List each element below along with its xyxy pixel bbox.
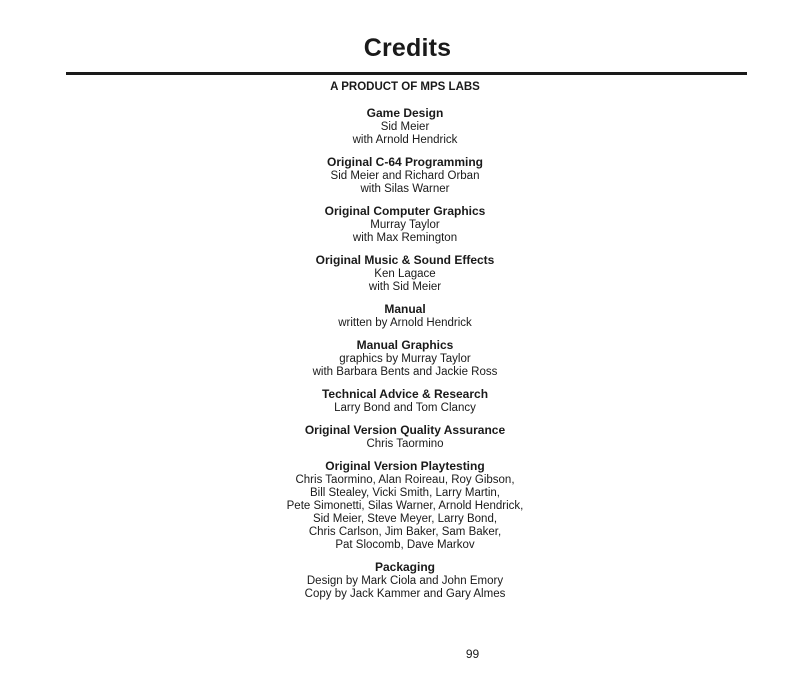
section-line: Chris Carlson, Jim Baker, Sam Baker, <box>308 526 502 538</box>
section-line: with Arnold Hendrick <box>352 134 458 146</box>
section-line: with Silas Warner <box>360 183 450 195</box>
section-line: Copy by Jack Kammer and Gary Almes <box>304 588 506 600</box>
credit-section-manual-graphics <box>205 337 605 379</box>
credit-section-packaging <box>205 559 605 601</box>
title-rule <box>66 72 747 75</box>
section-line: Chris Taormino, Alan Roireau, Roy Gibson, <box>295 474 515 486</box>
section-line: written by Arnold Hendrick <box>338 317 472 329</box>
section-line: Sid Meier, Steve Meyer, Larry Bond, <box>312 513 498 525</box>
section-heading: Packaging <box>374 560 436 574</box>
section-line: Murray Taylor <box>370 219 440 231</box>
section-line: Bill Stealey, Vicki Smith, Larry Martin, <box>309 487 501 499</box>
section-line: Chris Taormino <box>366 438 444 450</box>
section-line: Sid Meier <box>380 121 430 133</box>
section-heading: Original C-64 Programming <box>326 155 484 169</box>
section-line: Design by Mark Ciola and John Emory <box>306 575 504 587</box>
page-number: 99 <box>465 647 480 661</box>
section-heading: Original Version Quality Assurance <box>304 423 506 437</box>
section-line: with Sid Meier <box>368 281 442 293</box>
section-heading: Manual <box>384 302 426 316</box>
section-line: with Max Remington <box>352 232 458 244</box>
section-line: Larry Bond and Tom Clancy <box>334 402 476 414</box>
section-heading: Original Computer Graphics <box>324 204 486 218</box>
credit-section-technical-advice <box>205 386 605 415</box>
credits-list <box>205 79 605 608</box>
section-line: Sid Meier and Richard Orban <box>330 170 480 182</box>
section-heading: Game Design <box>366 106 444 120</box>
credit-section-quality-assurance <box>205 422 605 451</box>
section-heading: Technical Advice & Research <box>321 387 489 401</box>
section-line: graphics by Murray Taylor <box>339 353 471 365</box>
section-line: Ken Lagace <box>374 268 436 280</box>
section-heading: Manual Graphics <box>356 338 454 352</box>
section-line: Pat Slocomb, Dave Markov <box>335 539 475 551</box>
credit-section-manual <box>205 301 605 330</box>
section-heading: Original Music & Sound Effects <box>315 253 495 267</box>
section-heading: Original Version Playtesting <box>325 459 485 473</box>
section-line: with Barbara Bents and Jackie Ross <box>312 366 498 378</box>
credit-section-music-sound <box>205 252 605 294</box>
credit-section-playtesting <box>205 458 605 552</box>
credit-section-c64-programming <box>205 154 605 196</box>
credit-section-game-design <box>205 105 605 147</box>
section-line: Pete Simonetti, Silas Warner, Arnold Hendrick, <box>286 500 524 512</box>
credits-subtitle: A PRODUCT OF MPS LABS <box>330 81 480 93</box>
credit-section-computer-graphics <box>205 203 605 245</box>
page-title: Credits <box>363 34 452 62</box>
